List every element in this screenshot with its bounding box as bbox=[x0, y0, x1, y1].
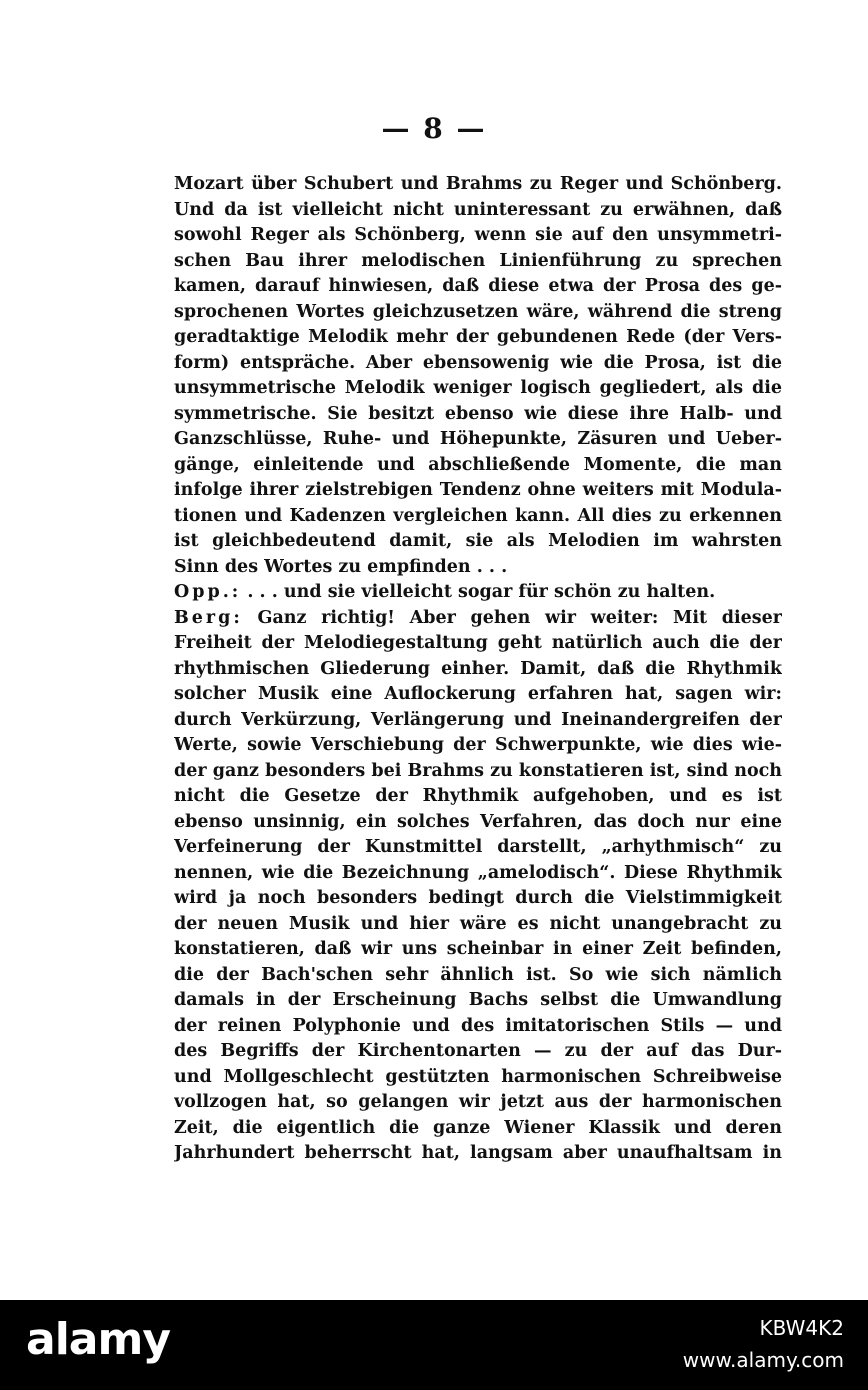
text-line: geradtaktige Melodik mehr der gebundenen Rede (der Vers- bbox=[174, 327, 782, 347]
text-line: . . . und sie vielleicht sogar für schön zu halten. bbox=[247, 582, 716, 602]
speaker-line-berg bbox=[174, 606, 782, 632]
text-line: konstatieren, daß wir uns scheinbar in einer Zeit befinden, bbox=[174, 939, 782, 959]
text-line: Ganzschlüsse, Ruhe- und Höhepunkte, Zäsuren und Ueber- bbox=[174, 429, 782, 449]
text-line: durch Verkürzung, Verlängerung und Ineinandergreifen der bbox=[174, 709, 782, 730]
text-line: Werte, sowie Verschiebung der Schwerpunkte, wie dies wie- bbox=[174, 735, 782, 755]
speaker-line-opp bbox=[174, 580, 782, 606]
text-line: und Mollgeschlecht gestützten harmonischen Schreibweise bbox=[174, 1066, 782, 1087]
text-line: wird ja noch besonders bedingt durch die Vielstimmigkeit bbox=[174, 888, 782, 908]
brand-logo: alamy bbox=[26, 1314, 170, 1365]
text-line: sowohl Reger als Schönberg, wenn sie auf den unsymmetri- bbox=[174, 225, 782, 245]
text-line: solcher Musik eine Auflockerung erfahren hat, sagen wir: bbox=[174, 684, 782, 704]
page-number: — 8 — bbox=[381, 112, 487, 145]
text-line: der neuen Musik und hier wäre es nicht unangebracht zu bbox=[174, 913, 782, 934]
text-line: Mozart über Schubert und Brahms zu Reger und Schönberg. bbox=[174, 174, 782, 194]
text-line: infolge ihrer zielstrebigen Tendenz ohne weiters mit Modula- bbox=[174, 480, 782, 500]
text-line: nennen, wie die Bezeichnung „amelodisch“. Diese Rhythmik bbox=[174, 862, 782, 883]
text-line: schen Bau ihrer melodischen Linienführung zu sprechen bbox=[174, 250, 782, 271]
text-line: damals in der Erscheinung Bachs selbst die Umwandlung bbox=[174, 990, 782, 1010]
text-line: Zeit, die eigentlich die ganze Wiener Klassik und deren bbox=[174, 1117, 782, 1138]
text-line: sprochenen Wortes gleichzusetzen wäre, während die streng bbox=[174, 301, 782, 322]
text-line: ist gleichbedeutend damit, sie als Melodien im wahrsten bbox=[174, 531, 782, 551]
speaker-label-opp: Opp.: bbox=[174, 582, 242, 602]
text-line: rhythmischen Gliederung einher. Damit, daß die Rhythmik bbox=[174, 658, 782, 679]
text-line: nicht die Gesetze der Rhythmik aufgehoben, und es ist bbox=[174, 786, 782, 806]
body-text bbox=[174, 172, 782, 1167]
text-line: Ganz richtig! Aber gehen wir weiter: Mit dieser bbox=[257, 607, 782, 628]
text-line: des Begriffs der Kirchentonarten — zu der auf das Dur- bbox=[174, 1041, 782, 1061]
text-line: der reinen Polyphonie und des imitatorischen Stils — und bbox=[174, 1015, 782, 1036]
text-line: Sinn des Wortes zu empfinden . . . bbox=[174, 556, 508, 577]
text-line: ebenso unsinnig, ein solches Verfahren, das doch nur eine bbox=[174, 811, 782, 832]
speaker-label-berg: Berg: bbox=[174, 607, 243, 628]
text-line: der ganz besonders bei Brahms zu konstatieren ist, sind noch bbox=[174, 760, 782, 781]
watermark-footer bbox=[0, 1300, 868, 1390]
text-line: vollzogen hat, so gelangen wir jetzt aus der harmonischen bbox=[174, 1092, 782, 1112]
site-url: www.alamy.com bbox=[682, 1348, 844, 1372]
text-line: Jahrhundert beherrscht hat, langsam aber unaufhaltsam in bbox=[174, 1143, 782, 1163]
text-line: unsymmetrische Melodik weniger logisch gegliedert, als die bbox=[174, 378, 782, 398]
text-line: Verfeinerung der Kunstmittel darstellt, „arhythmisch“ zu bbox=[174, 837, 782, 857]
image-id: KBW4K2 bbox=[759, 1316, 844, 1340]
text-line: die der Bach'schen sehr ähnlich ist. So wie sich nämlich bbox=[174, 964, 782, 985]
text-line: tionen und Kadenzen vergleichen kann. All dies zu erkennen bbox=[174, 505, 782, 526]
text-line: symmetrische. Sie besitzt ebenso wie diese ihre Halb- und bbox=[174, 403, 782, 424]
text-line: Und da ist vielleicht nicht uninteressant zu erwähnen, daß bbox=[174, 199, 782, 220]
text-line: form) entspräche. Aber ebensowenig wie die Prosa, ist die bbox=[174, 352, 782, 373]
text-line: Freiheit der Melodiegestaltung geht natürlich auch die der bbox=[174, 633, 782, 653]
text-line: kamen, darauf hinwiesen, daß diese etwa der Prosa des ge- bbox=[174, 276, 782, 296]
text-line: gänge, einleitende und abschließende Momente, die man bbox=[174, 454, 782, 475]
